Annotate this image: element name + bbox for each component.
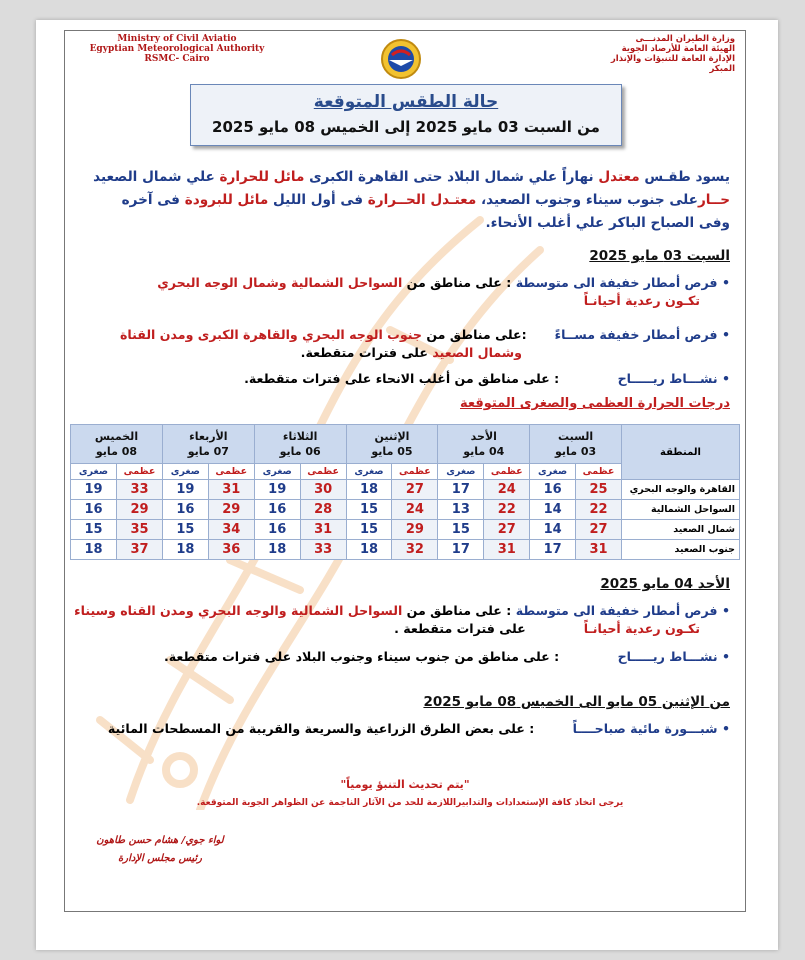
header-right-line: الإدارة العامة للتنبؤات والإنذار المبكر (610, 54, 735, 74)
forecast-row (70, 602, 730, 638)
signatory-name: لواء جوي/ هشام حسن طاهون (96, 835, 224, 846)
min-temp-cell: 17 (530, 540, 576, 560)
day-header (254, 425, 346, 464)
precautions-note: يرجى اتخاذ كافة الإستعدادات والتدابيراللازمة للحد من الآثار الناجمة عن الظواهر الجوية المتوقعة. (196, 798, 624, 808)
max-temp-cell: 37 (117, 540, 163, 560)
day-header (346, 425, 438, 464)
min-temp-cell: 15 (438, 520, 484, 540)
day-date: 05 مايو (371, 445, 413, 458)
max-temp-cell: 29 (208, 500, 254, 520)
min-temp-cell: 14 (530, 520, 576, 540)
min-header: صغرى (438, 464, 484, 480)
phenomenon-areas: جنوب الوجه البحري والقاهرة الكبرى ومدن القناة (119, 327, 422, 342)
region-header: المنطقة (622, 425, 740, 480)
day-date: 08 مايو (95, 445, 138, 458)
bullet-icon: • (717, 371, 730, 386)
day-name: السبت (557, 430, 594, 443)
phenomenon-label: نشـــاط ريـــــاح (617, 371, 718, 386)
intro-text: يسود طقـس (639, 169, 730, 185)
forecast-row (70, 370, 730, 388)
max-temp-cell: 28 (300, 500, 346, 520)
phenomenon-label: فرص أمطار خفيفة مســاءً (554, 327, 718, 342)
intro-text: فى أول الليل (268, 192, 368, 208)
max-temp-cell: 31 (208, 480, 254, 500)
min-temp-cell: 16 (162, 500, 208, 520)
phenomenon-areas: وشمال الصعيد (432, 345, 522, 360)
section-heading-mon-thu: من الإثنين 05 مايو الى الخميس 08 مايو 2025 (423, 694, 730, 710)
intro-highlight: مائل للحرارة (219, 169, 305, 185)
forecast-row (70, 720, 730, 738)
bullet-icon: • (717, 649, 730, 664)
min-temp-cell: 16 (254, 520, 300, 540)
phenomenon-text: على فترات متقطعة . (394, 621, 526, 636)
max-temp-cell: 34 (208, 520, 254, 540)
day-header (162, 425, 254, 464)
page-title: حالة الطقس المتوقعة (313, 92, 499, 112)
min-temp-cell: 17 (438, 480, 484, 500)
title-box (190, 84, 622, 146)
phenomenon-text: : على مناطق من جنوب سيناء وجنوب البلاد على فترات متقطعة. (163, 649, 564, 664)
min-temp-cell: 15 (346, 500, 392, 520)
forecast-row (70, 326, 730, 362)
bullet-icon: • (717, 603, 730, 618)
update-note: "يتم تحديث التنبؤ يومياً" (340, 778, 470, 791)
phenomenon-label: فرص أمطار خفيفة الى متوسطة (515, 603, 718, 618)
max-temp-cell: 29 (117, 500, 163, 520)
intro-text: علي شمال الصعيد (93, 169, 220, 185)
max-temp-cell: 36 (208, 540, 254, 560)
intro-paragraph (70, 166, 730, 235)
max-temp-cell: 31 (576, 540, 622, 560)
region-cell: السواحل الشمالية (622, 500, 740, 520)
max-temp-cell: 35 (117, 520, 163, 540)
min-header: صغرى (346, 464, 392, 480)
intro-highlight: حــار (697, 192, 730, 208)
header-right-ar (590, 34, 735, 74)
max-temp-cell: 24 (392, 500, 438, 520)
max-temp-cell: 29 (392, 520, 438, 540)
day-date: 04 مايو (463, 445, 505, 458)
max-header: عظمى (484, 464, 530, 480)
phenomenon-continuation-red: تكـون رعدية أحيانـاً (583, 621, 700, 636)
min-temp-cell: 18 (162, 540, 208, 560)
max-temp-cell: 24 (484, 480, 530, 500)
max-temp-cell: 30 (300, 480, 346, 500)
min-temp-cell: 19 (162, 480, 208, 500)
day-name: الخميس (94, 430, 139, 443)
forecast-row (70, 274, 730, 310)
header-right-line: وزارة الطيران المدنـــى (635, 34, 735, 44)
intro-highlight: معتدل (598, 169, 640, 185)
day-name: الأربعاء (189, 430, 228, 443)
header-left-line: RSMC- Cairo (144, 54, 210, 64)
signatory-title: رئيس مجلس الإدارة (118, 853, 202, 864)
min-temp-cell: 15 (162, 520, 208, 540)
min-header: صغرى (254, 464, 300, 480)
temperature-table (70, 424, 740, 560)
max-temp-cell: 31 (484, 540, 530, 560)
max-header: عظمى (392, 464, 438, 480)
min-header: صغرى (71, 464, 117, 480)
max-header: عظمى (576, 464, 622, 480)
phenomenon-label: فرص أمطار خفيفة الى متوسطة (515, 275, 718, 290)
intro-highlight: مائل للبرودة (184, 192, 269, 208)
day-name: الثلاثاء (282, 430, 318, 443)
min-temp-cell: 17 (438, 540, 484, 560)
intro-text: على جنوب سيناء وجنوب الصعيد، (476, 192, 698, 208)
day-header (530, 425, 622, 464)
min-temp-cell: 18 (346, 540, 392, 560)
min-temp-cell: 16 (71, 500, 117, 520)
region-cell: شمال الصعيد (622, 520, 740, 540)
phenomenon-areas: السواحل الشمالية وشمال الوجه البحري (157, 275, 403, 290)
forecast-period: من السبت 03 مايو 2025 إلى الخميس 08 مايو 2025 (212, 118, 600, 136)
day-date: 06 مايو (279, 445, 321, 458)
table-row (71, 500, 740, 520)
section-heading-sun: الأحد 04 مايو 2025 (600, 576, 730, 592)
intro-line-2 (70, 189, 730, 212)
min-temp-cell: 18 (71, 540, 117, 560)
phenomenon-label: نشـــاط ريـــــاح (617, 649, 718, 664)
header-left-en (82, 34, 272, 64)
phenomenon-text: : على بعض الطرق الزراعية والسريعة والقريبة من المسطحات المائية (107, 721, 539, 736)
max-header: عظمى (300, 464, 346, 480)
phenomenon-continuation (70, 344, 730, 362)
intro-line-1 (70, 166, 730, 189)
region-cell: القاهرة والوجه البحري (622, 480, 740, 500)
table-row (71, 480, 740, 500)
min-temp-cell: 18 (346, 480, 392, 500)
day-header (438, 425, 530, 464)
phenomenon-continuation: تكـون رعدية أحيانـاً (583, 293, 700, 308)
intro-text: نهاراً علي شمال البلاد حتى القاهرة الكبرى (304, 169, 599, 185)
phenomenon-text: : على مناطق من أغلب الانحاء على فترات متقطعة. (244, 371, 564, 386)
phenomenon-continuation (70, 620, 730, 638)
max-temp-cell: 33 (117, 480, 163, 500)
day-header (71, 425, 163, 464)
forecast-row (70, 648, 730, 666)
day-name: الإثنين (374, 430, 410, 443)
intro-text: وفى الصباح الباكر علي أغلب الأنحاء. (485, 215, 730, 231)
ema-logo (380, 38, 422, 80)
max-header: عظمى (208, 464, 254, 480)
min-temp-cell: 15 (346, 520, 392, 540)
region-cell: جنوب الصعيد (622, 540, 740, 560)
section-heading-sat: السبت 03 مايو 2025 (589, 248, 730, 264)
table-row (71, 520, 740, 540)
max-temp-cell: 22 (576, 500, 622, 520)
intro-text: فى آخره (121, 192, 185, 208)
day-name: الأحد (470, 430, 497, 443)
header-left-line: Egyptian Meteorological Authority (89, 44, 265, 54)
bullet-icon: • (717, 327, 730, 342)
bullet-icon: • (717, 721, 730, 736)
min-temp-cell: 16 (254, 500, 300, 520)
min-temp-cell: 13 (438, 500, 484, 520)
header-right-line: الهيئة العامة للأرصاد الجوية (621, 44, 735, 54)
min-temp-cell: 19 (254, 480, 300, 500)
phenomenon-text: :على مناطق من (421, 327, 527, 342)
day-date: 03 مايو (555, 445, 597, 458)
intro-line-3 (70, 212, 730, 235)
phenomenon-text: : على مناطق من (402, 603, 516, 618)
max-temp-cell: 31 (300, 520, 346, 540)
table-header-row (71, 425, 740, 464)
phenomenon-text: : على مناطق من (402, 275, 516, 290)
max-temp-cell: 25 (576, 480, 622, 500)
min-header: صغرى (530, 464, 576, 480)
max-temp-cell: 32 (392, 540, 438, 560)
max-temp-cell: 27 (484, 520, 530, 540)
max-temp-cell: 27 (576, 520, 622, 540)
intro-highlight: معتـدل الحــرارة (367, 192, 477, 208)
temps-title: درجات الحرارة العظمى والصغرى المتوقعة (460, 396, 730, 411)
min-temp-cell: 19 (71, 480, 117, 500)
phenomenon-label: شبـــورة مائية صباحــــاً (572, 721, 718, 736)
day-date: 07 مايو (187, 445, 229, 458)
signature-block (80, 832, 240, 868)
max-temp-cell: 33 (300, 540, 346, 560)
min-temp-cell: 16 (530, 480, 576, 500)
bullet-icon: • (717, 275, 730, 290)
max-temp-cell: 22 (484, 500, 530, 520)
min-header: صغرى (162, 464, 208, 480)
table-row (71, 540, 740, 560)
max-header: عظمى (117, 464, 163, 480)
phenomenon-areas: السواحل الشمالية والوجه البحري ومدن القناه وسيناء (74, 603, 403, 618)
min-temp-cell: 15 (71, 520, 117, 540)
phenomenon-text: على فترات متقطعة. (300, 345, 433, 360)
max-temp-cell: 27 (392, 480, 438, 500)
min-temp-cell: 14 (530, 500, 576, 520)
header-left-line: Ministry of Civil Aviatio (117, 34, 237, 44)
min-temp-cell: 18 (254, 540, 300, 560)
